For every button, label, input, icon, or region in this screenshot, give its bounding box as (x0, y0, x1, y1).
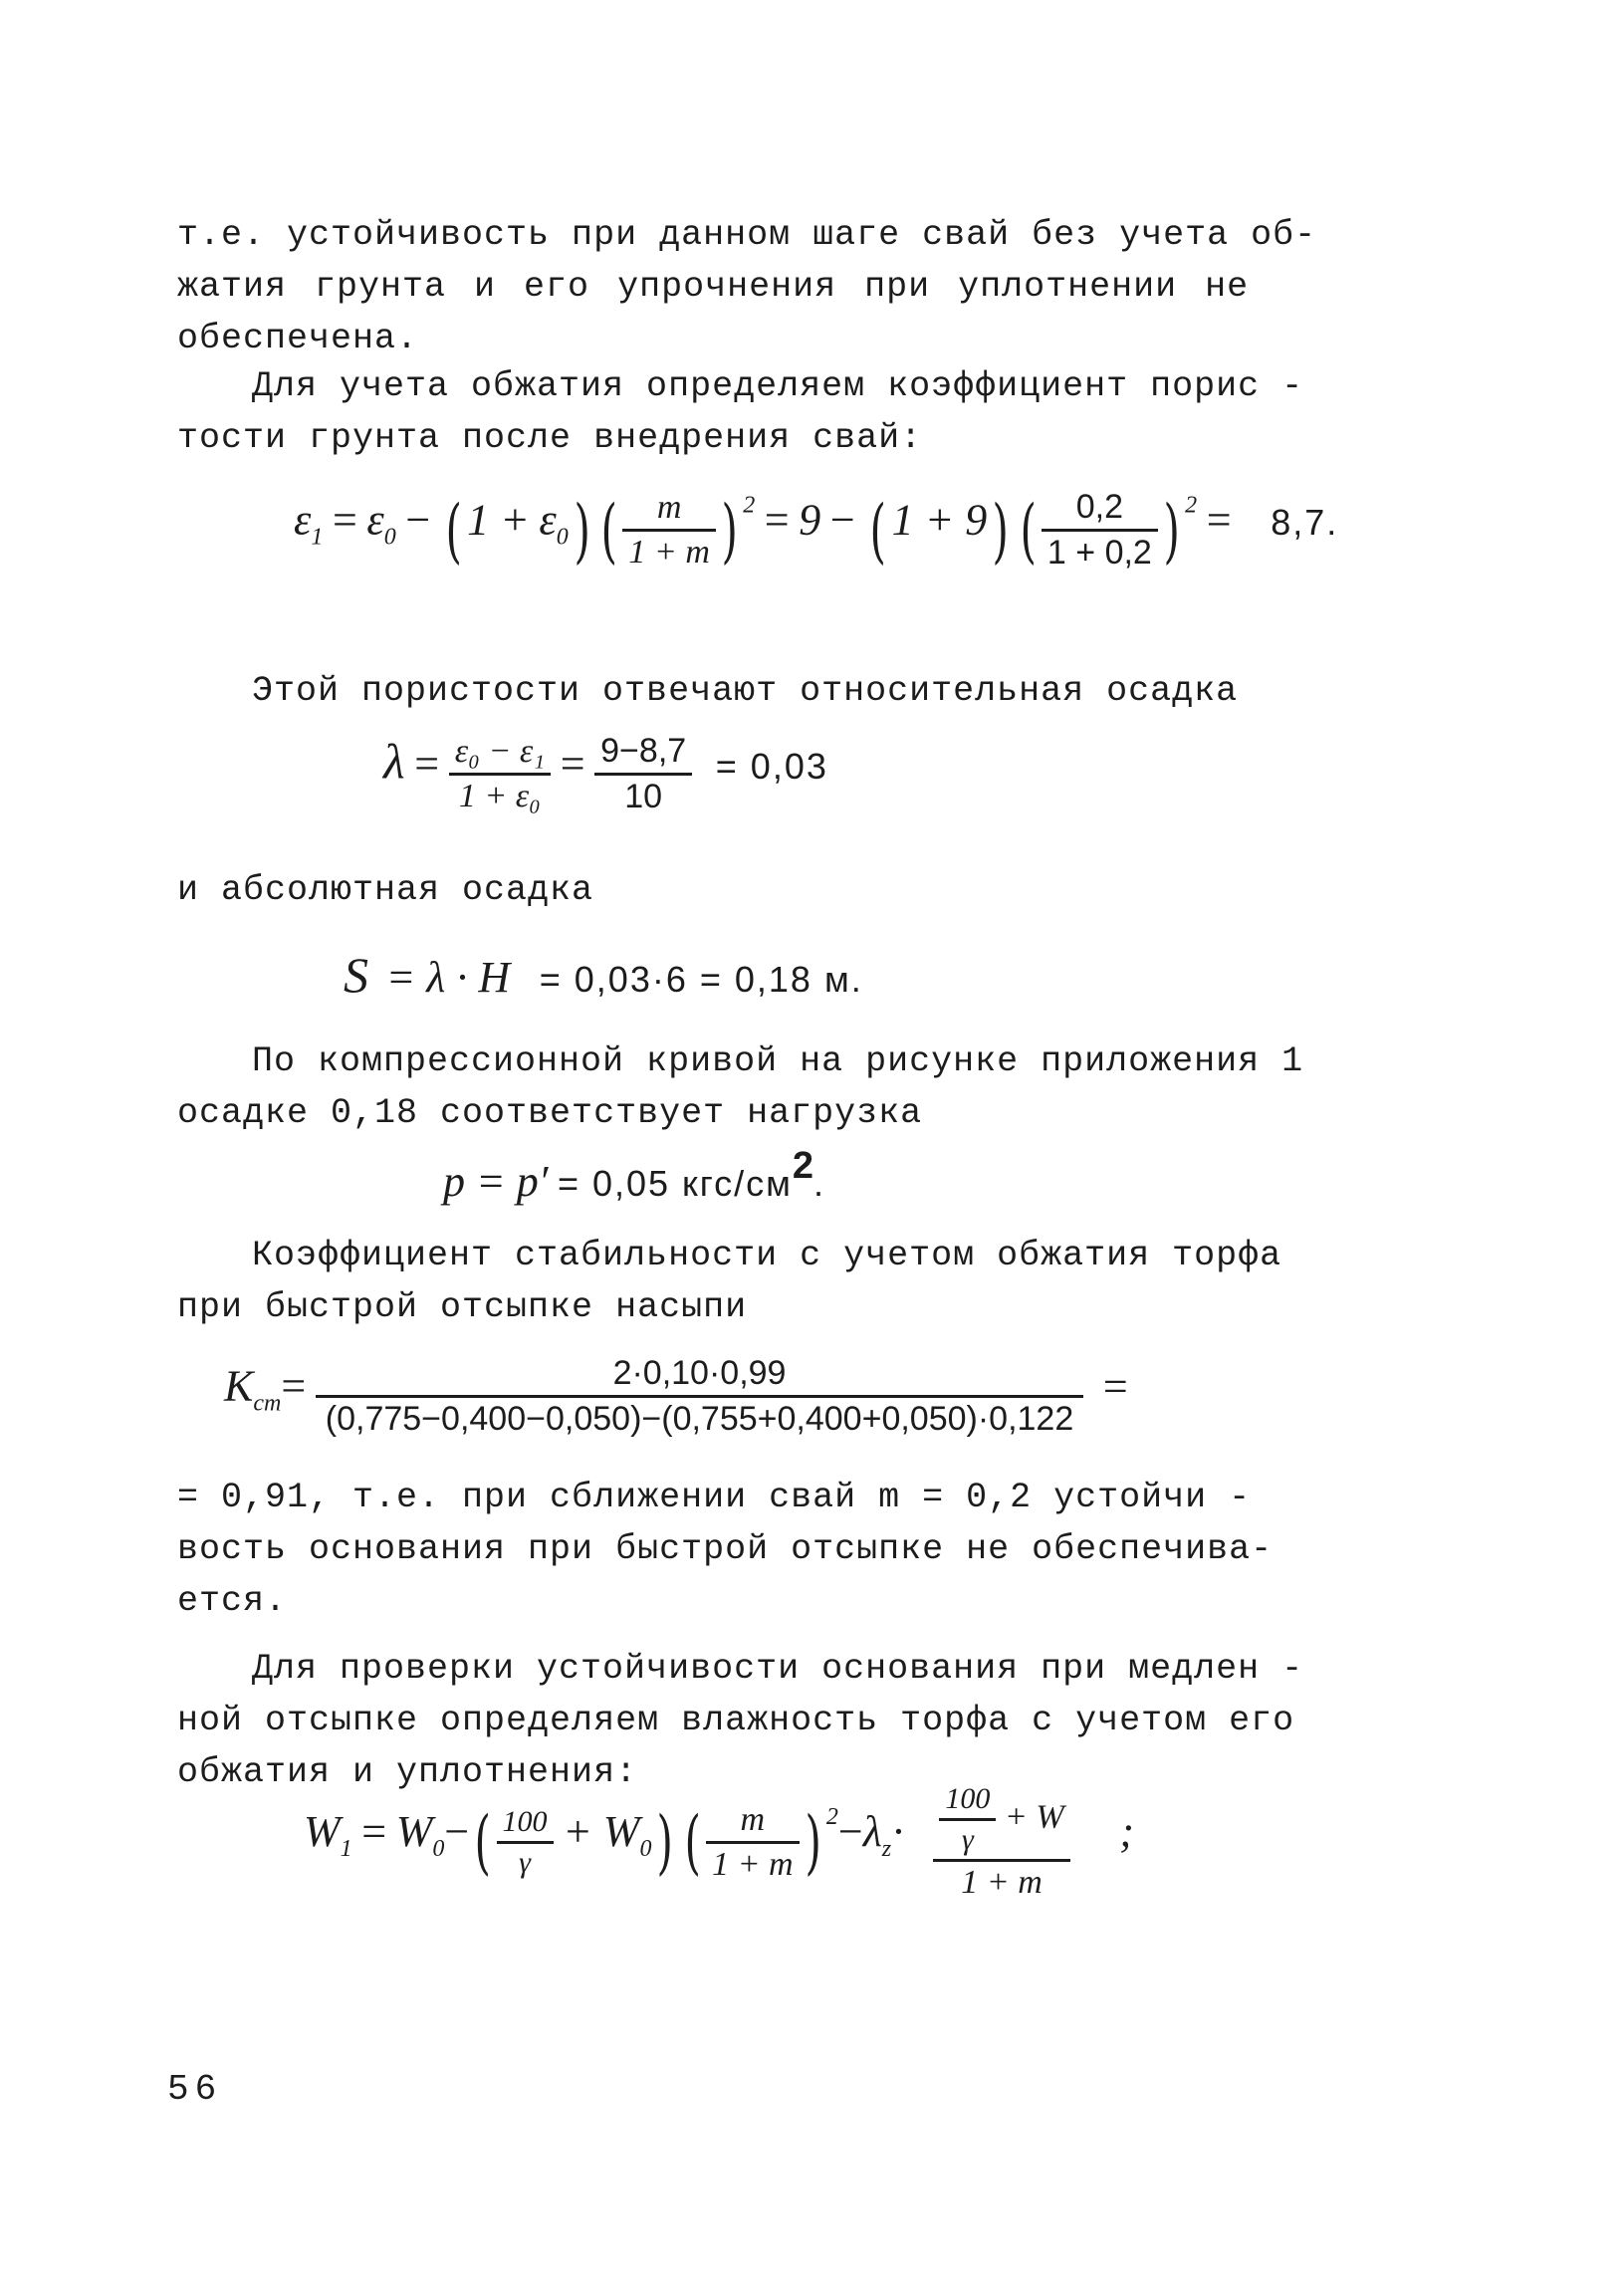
paragraph-absolute-settlement (177, 864, 1462, 916)
w-symbol: W (304, 1807, 341, 1857)
minus-sign: − (837, 1807, 863, 1857)
text-line: обжатия и уплотнения: (177, 1752, 638, 1792)
text-line: ной отсыпке определяем влажность торфа с учетом его (177, 1701, 1295, 1740)
settlement-symbol: S (344, 947, 368, 1003)
denominator: 1 + m (622, 529, 716, 572)
text-line: т.е. устойчивость при данном шаге свай без учета об- (177, 215, 1317, 255)
subscript: z (881, 1836, 892, 1863)
formula-relative-settlement (383, 732, 828, 816)
period: . (813, 1163, 824, 1204)
formula-load (443, 1145, 823, 1207)
lambda-symbol: λ (862, 1807, 882, 1857)
numerator: ε₀ − ε₁ (454, 733, 546, 770)
fraction (939, 1782, 996, 1857)
denominator: 1 + m (706, 1841, 800, 1884)
epsilon-symbol: ε (294, 495, 312, 545)
paragraph-compression-curve (177, 1035, 1462, 1139)
numerator: 2·0,10·0,99 (612, 1354, 787, 1392)
numerator: m (740, 1800, 766, 1838)
text-line: Для проверки устойчивости основания при медлен - (252, 1649, 1304, 1689)
equals-sign: = (361, 1807, 387, 1857)
exponent: 2 (1185, 492, 1198, 519)
minus-sign: − (829, 495, 855, 545)
denominator: γ (497, 1841, 554, 1880)
paragraph-stability-fast-fill (177, 1472, 1462, 1627)
numerator: 9−8,7 (600, 732, 687, 770)
subscript: 0 (383, 524, 396, 551)
subscript: ст (253, 1390, 282, 1417)
result-value: = 0,05 кгс/см (557, 1163, 793, 1204)
text-line: осадке 0,18 соответствует нагрузка (177, 1093, 923, 1133)
numerator: 100 (502, 1804, 548, 1838)
minus-sign: − (405, 495, 431, 545)
denominator: 1 + 0,2 (1042, 529, 1158, 573)
denominator: 10 (594, 773, 692, 816)
paragraph-relative-settlement (177, 665, 1462, 717)
result-value: 8,7. (1271, 501, 1339, 543)
subscript: 0 (432, 1836, 445, 1863)
text-line: и абсолютная осадка (177, 870, 594, 910)
expression: p = p′ (443, 1157, 549, 1206)
multiply-dot: · (891, 1807, 906, 1857)
fraction (594, 732, 692, 816)
fraction (497, 1805, 554, 1880)
text-line: при быстрой отсыпке насыпи (177, 1287, 748, 1327)
numerator: 0,2 (1075, 488, 1124, 526)
paragraph-stability-coefficient (177, 1230, 1462, 1333)
page-number: 56 (167, 2069, 223, 2110)
denominator: (0,775−0,400−0,050)−(0,755+0,400+0,050)·0,122 (316, 1395, 1083, 1439)
subscript: 1 (311, 524, 324, 551)
denominator: 1 + ε₀ (449, 773, 551, 815)
numerator: m (656, 489, 682, 526)
text-line: По компрессионной кривой на рисунке приложения 1 (252, 1041, 1304, 1081)
expression: + W (1004, 1798, 1064, 1836)
text-line: обеспечена. (177, 319, 419, 358)
minus-sign: − (444, 1807, 470, 1857)
exponent: 2 (825, 1804, 838, 1831)
text-line: = 0,91, т.е. при сближении свай m = 0,2 устойчи - (177, 1478, 1252, 1517)
paragraph-stability-not-ensured (177, 209, 1462, 364)
result-value: = 0,03·6 = 0,18 м. (539, 959, 863, 1000)
equals-sign: = (560, 739, 585, 789)
expression: + W (563, 1807, 640, 1857)
text-line: тости грунта после внедрения свай: (177, 418, 923, 458)
equals-sign: = (281, 1361, 307, 1411)
formula-porosity-coefficient: ε1 = ε0 − ( 1 + ε0) ( $\frac{m}{1 + m}$ ) 2 = 9 − ( 1 + 9) ( $\frac{0,2}{1 + 0,2}$ ) 2 = 8,7. (294, 488, 1339, 572)
text-line: вость основания при быстрой отсыпке не обеспечива- (177, 1529, 1274, 1569)
semicolon: ; (1119, 1807, 1134, 1857)
numerator: 100 (945, 1782, 991, 1815)
equals-sign: = (1102, 1361, 1128, 1411)
value: 9 (799, 495, 821, 545)
equals-sign: = (332, 495, 357, 545)
fraction (622, 489, 716, 572)
denominator: 1 + m (933, 1859, 1069, 1902)
lambda-symbol: λ (383, 733, 405, 790)
fraction (316, 1354, 1083, 1439)
expression: 1 + 9 (891, 495, 988, 545)
exponent: 2 (792, 1145, 814, 1187)
text-line: Коэффициент стабильности с учетом обжатия торфа (252, 1236, 1282, 1275)
numerator (933, 1782, 1069, 1859)
paragraph-porosity-intro (177, 360, 1462, 464)
text-line: Для учета обжатия определяем коэффициент порис - (252, 366, 1304, 406)
subscript: 0 (556, 524, 569, 551)
formula-stability-coefficient (224, 1354, 1128, 1439)
equals-sign: = (414, 739, 440, 789)
text-line: ется. (177, 1581, 288, 1621)
w-symbol: W (395, 1807, 433, 1857)
equals-sign: = (1206, 495, 1232, 545)
fraction (449, 733, 551, 815)
fraction (933, 1782, 1069, 1902)
expression: = λ · H (385, 953, 511, 1002)
subscript: 0 (639, 1836, 652, 1863)
epsilon-symbol: ε (539, 495, 557, 545)
fraction (1042, 488, 1158, 573)
equals-sign: = (764, 495, 790, 545)
paragraph-slow-fill-moisture (177, 1643, 1462, 1798)
subscript: 1 (340, 1836, 352, 1863)
k-symbol: K (224, 1361, 254, 1411)
fraction (706, 1801, 800, 1884)
formula-absolute-settlement (344, 946, 863, 1004)
formula-peat-moisture: W1 = W0−( $\frac{100}{\gamma}$ + W0) ( $\frac{m}{1 + m}$ ) 2−λz· $\frac{100}{\gamma}$ + W 1 + m ; (304, 1782, 1134, 1901)
text-line: Этой пористости отвечают относительная осадка (252, 671, 1239, 711)
expression: 1 + (467, 495, 530, 545)
text-line: жатия грунта и его упрочнения при уплотнении не (177, 267, 1250, 307)
result-value: = 0,03 (715, 745, 828, 787)
exponent: 2 (743, 492, 756, 519)
epsilon-symbol: ε (366, 495, 384, 545)
denominator: γ (939, 1818, 996, 1857)
